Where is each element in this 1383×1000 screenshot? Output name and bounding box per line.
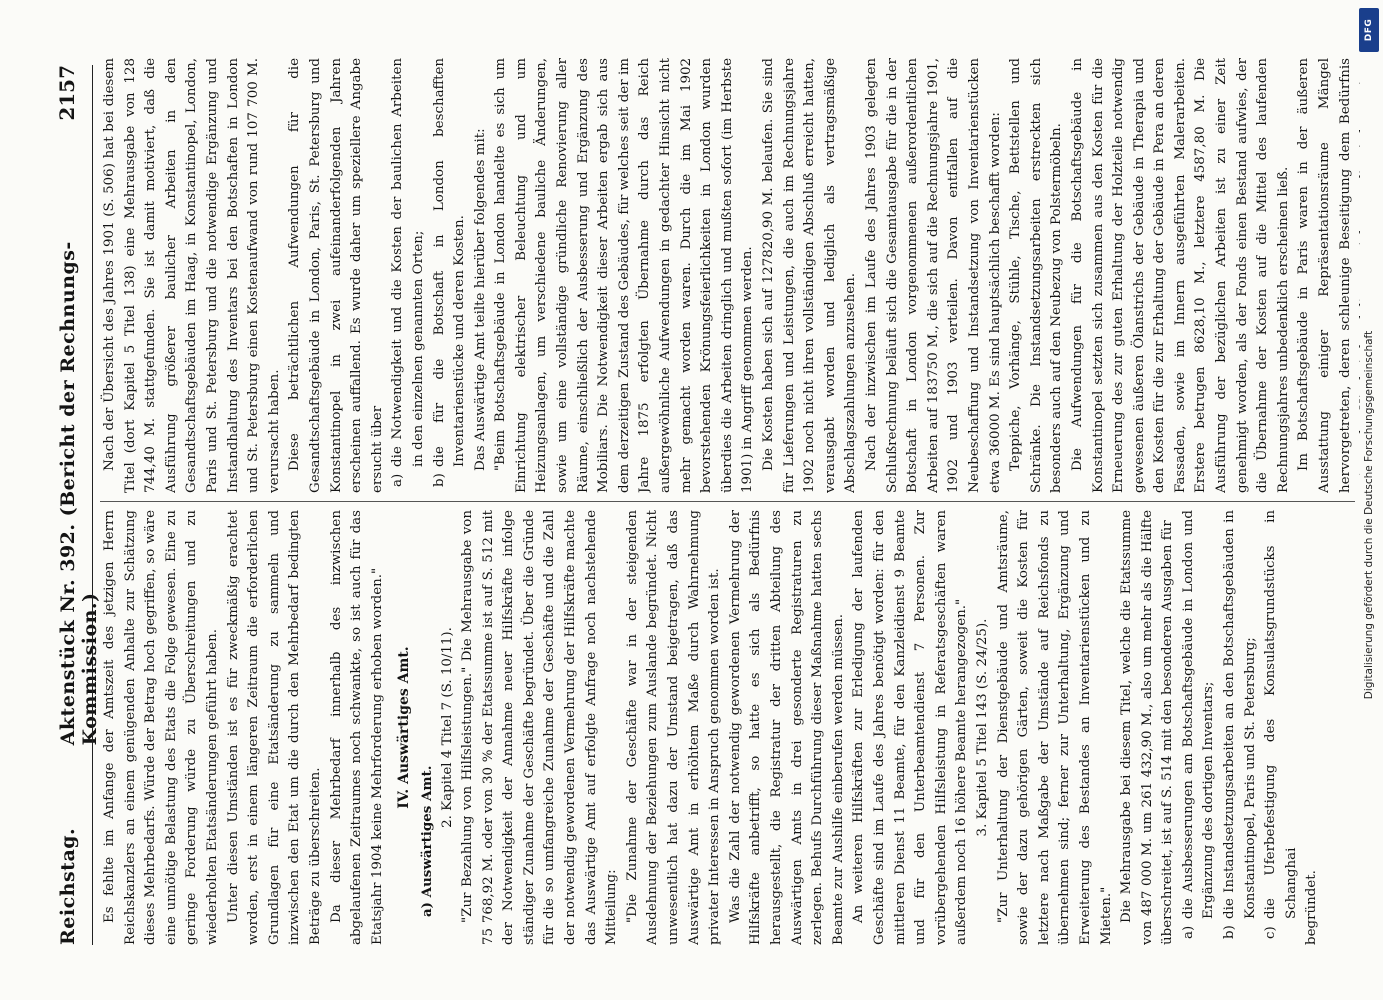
digitization-note-text: Digitalisierung gefördert durch die Deutsche Forschungsgemeinschaft — [1363, 330, 1375, 700]
paragraph: "Die Zunahme der Geschäfte war in der steigenden Ausdehnung der Beziehungen zum Auslande begründet. Nicht unwesentlich hat dazu der Umstand beigetragen, daß das Auswärtige Amt in erhöhtem Maße durch Wahrnehmung privater Interessen in Anspruch genommen worden ist. — [624, 510, 723, 945]
subsection-heading: a) Auswärtiges Amt. — [418, 765, 435, 917]
paragraph: Unter diesen Umständen ist es für zweckmäßig erachtet worden, erst in einem längeren Zeitraum die erforderlichen Grundlagen für eine Etatsänderung zu sammeln und inzwischen den Etat um die durch den Mehrbedarf bedingten Beträge zu überschreiten. — [225, 510, 323, 945]
paragraph: Da dieser Mehrbedarf innerhalb des inzwischen abgelaufenen Zeitraumes noch schwankte, so ist auch für das Etatsjahr 1904 keine Mehrforderung erhoben worden." — [328, 510, 385, 945]
item-title: 3. Kapitel 5 Titel 143 (S. 24/25). — [974, 618, 990, 837]
paragraph: Nach der Übersicht des Jahres 1901 (S. 506) hat bei diesem Titel (dort Kapitel 5 Titel 138) eine Mehrausgabe von 128 744,40 M. stattgefunden. Sie ist damit motiviert, daß die Ausführung größerer baulicher Arbeiten in den Gesandtschaftsgebäuden im Haag, in Konstantinopel, London, Paris und St. Petersburg und die notwendige Ergänzung und Instandhaltung des Inventars bei den Botschaften in London und St. Petersburg einen Kostenaufwand von rund 107 700 M. verursacht haben. — [102, 58, 282, 493]
paragraph: Diese beträchtlichen Aufwendungen für die Gesandtschaftsgebäude in London, Paris, St. Petersburg und Konstantinopel in zwei aufeinanderfolgenden Jahren erscheinen auffallend. Es wurde daher um speziellere Angabe ersucht über — [287, 58, 385, 493]
list-item — [388, 58, 429, 493]
list-marker: b) — [431, 473, 447, 487]
list-marker: b) — [1222, 925, 1238, 939]
right-column — [100, 58, 1360, 493]
paragraph: Die Kosten haben sich auf 127820,90 M. belaufen. Sie sind für Lieferungen und Leistungen, die auch im Rechnungsjahre 1902 noch nicht ihren vollständigen Abschluß erreicht hatten, verausgabt worden und lediglich als vertragsmäßige Abschlagszahlungen anzusehen. — [761, 58, 859, 493]
list-item — [430, 58, 471, 493]
paragraph-end: begründet. — [1304, 870, 1320, 945]
list-item-text: die Ausbesserungen am Botschaftsgebäude in London und Ergänzung des dortigen Inventars; — [1180, 510, 1217, 919]
rotated-page — [40, 45, 1370, 945]
dfg-logo-text: DFG — [1364, 18, 1374, 42]
paragraph: Die Mehrausgabe bei diesem Titel, welche die Etatssumme von 487 000 M. um 261 432,90 M., also um mehr als die Hälfte überschreitet, ist auf S. 514 mit den besonderen Ausgaben für — [1119, 510, 1176, 945]
paragraph: Die Aufwendungen für die Botschaftsgebäude in Konstantinopel setzten sich zusammen aus den Kosten für die Erneuerung des zur guten Erhaltung der Holzteile notwendig gewesenen äußeren Ölanstrichs der Gebäude in Therapia und den Kosten für die zur Erhaltung der Gebäude in Pera an deren Fassaden, sowie im Innern ausgeführten Malerarbeiten. Erstere betrugen 8628,10 M., letztere 4587,80 M. Die Ausführung der bezüglichen Arbeiten ist zu einer Zeit genehmigt worden, als der Fonds einen Bestand aufwies, der die Übernahme der Kosten auf die Mittel des laufenden Rechnungsjahres unbedenklich erscheinen ließ. — [1069, 58, 1291, 493]
list-marker: a) — [390, 473, 406, 487]
list-item — [1179, 510, 1220, 945]
header-title: Aktenstück Nr. 392. (Bericht der Rechnungs-Kommission.) — [57, 241, 101, 746]
column-divider — [100, 501, 1355, 502]
running-header — [55, 65, 101, 945]
page-number: 2157 — [55, 65, 79, 121]
header-left: Reichstag. — [57, 827, 79, 945]
paragraph: "Zur Bezahlung von Hilfsleistungen." Die Mehrausgabe von 75 768,92 M. oder von 30 % der Etatssumme ist auf S. 512 mit der Notwendigkeit der Annahme neuer Hilfskräfte infolge ständiger Zunahme der Geschäfte begründet. Über die Gründe für die so umfangreiche Zunahme der Geschäfte und die Zahl der notwendig gewordenen Vermehrung der Hilfskräfte machte das Auswärtige Amt auf erfolgte Anfrage noch nachstehende Mitteilung: — [460, 510, 620, 945]
paragraph: Was die Zahl der notwendig gewordenen Vermehrung der Hilfskräfte anbetrifft, so hatte es sich als Bedürfnis herausgestellt, die Registratur der dritten Abteilung des Auswärtigen Amts in drei gesonderte Registraturen zu zerlegen. Behufs Durchführung dieser Maßnahme hatten sechs Beamte zur Aushilfe einberufen werden müssen. — [727, 510, 846, 945]
paragraph: An weiteren Hilfskräften zur Erledigung der laufenden Geschäfte sind im Laufe des Jahres benötigt worden: für den mittleren Dienst 11 Beamte, für den Kanzleidienst 9 Beamte und für den Unterbeamtendienst 7 Personen. Zur vorübergehenden Hilfsleistung in Referatsgeschäften waren außerdem noch 16 höhere Beamte herangezogen." — [851, 510, 970, 945]
paragraph: Es fehlte im Anfange der Amtszeit des jetzigen Herrn Reichskanzlers an einem genügenden Anhalte zur Schätzung dieses Mehrbedarfs. Würde der Betrag hoch gegriffen, so wäre eine unnötige Belastung des Etats die Folge gewesen. Eine zu geringe Forderung würde zu Überschreitungen und zu wiederholten Etatsänderungen geführt haben. — [102, 510, 220, 945]
section-heading: IV. Auswärtiges Amt. — [396, 646, 413, 809]
list-item-text: die für die Botschaft in London beschafften Inventarienstücke und deren Kosten. — [431, 58, 468, 467]
paragraph: Nach der inzwischen im Laufe des Jahres 1903 gelegten Schlußrechnung beläuft sich die Gesamtausgabe für die in der Botschaft in London vorgenommenen außerordentlichen Arbeiten auf 183750 M., die sich auf die Rechnungsjahre 1901, 1902 und 1903 verteilen. Davon entfallen auf die Neubeschaffung und Instandsetzung von Inventarienstücken etwa 36000 M. Es sind hauptsächlich beschafft worden: — [863, 58, 1003, 493]
item-title: 2. Kapitel 4 Titel 7 (S. 10/11). — [439, 627, 455, 828]
list-item-text: die Uferbefestigung des Konsulatsgrundstücks in Schanghai — [1263, 510, 1299, 919]
list-item — [1261, 510, 1302, 945]
list-item-text: die Instandsetzungsarbeiten an den Botschaftsgebäuden in Konstantinopel, Paris und St. Petersburg; — [1222, 510, 1258, 919]
left-column — [100, 510, 1360, 945]
paragraph: Teppiche, Vorhänge, Stühle, Tische, Bettstellen und Schränke. Die Instandsetzungsarbeiten erstreckten sich besonders auch auf den Neubezug von Polstermöbeln. — [1008, 58, 1065, 493]
paragraph: "Zur Unterhaltung der Dienstgebäude und Amtsräume, sowie der dazu gehörigen Gärten, soweit die Kosten für letztere nach Maßgabe der Umstände auf Reichsfonds zu übernehmen sind; ferner zur Unterhaltung, Ergänzung und Erweiterung des Bestandes an Inventarienstücken und zu Mieten." — [995, 510, 1114, 945]
list-item — [1220, 510, 1261, 945]
dfg-logo — [1359, 8, 1379, 52]
digitization-note — [1360, 170, 1378, 860]
paragraph: "Beim Botschaftsgebäude in London handelte es sich um Einrichtung elektrischer Beleuchtung und um Heizungsanlagen, um verschiedene bauliche Änderungen, sowie um eine vollständige gründliche Renovierung aller Räume, einschließlich der Ausbesserung und Ergänzung des Mobiliars. Die Notwendigkeit dieser Arbeiten ergab sich aus dem derzeitigen Zustand des Gebäudes, für welches seit der im Jahre 1875 erfolgten Übernahme durch das Reich außergewöhnliche Aufwendungen in gedachter Hinsicht nicht mehr gemacht worden waren. Durch die im Mai 1902 bevorstehenden Krönungsfeierlichkeiten in London wurden überdies die Arbeiten dringlich und mußten sofort (im Herbste 1901) in Angriff genommen werden. — [493, 58, 756, 493]
paragraph: Das Auswärtige Amt teilte hierüber folgendes mit: — [472, 128, 488, 471]
list-marker: a) — [1180, 925, 1196, 939]
list-item-text: die Notwendigkeit und die Kosten der baulichen Arbeiten in den einzelnen genannten Orten; — [390, 58, 426, 467]
paragraph: Im Botschaftsgebäude in Paris waren in der äußeren Ausstattung einiger Repräsentationsräume Mängel hervorgetreten, deren schleunige Beseitigung dem Bedürfnis — [1296, 58, 1353, 493]
list-marker: c) — [1263, 926, 1279, 939]
header-rule — [92, 65, 93, 945]
